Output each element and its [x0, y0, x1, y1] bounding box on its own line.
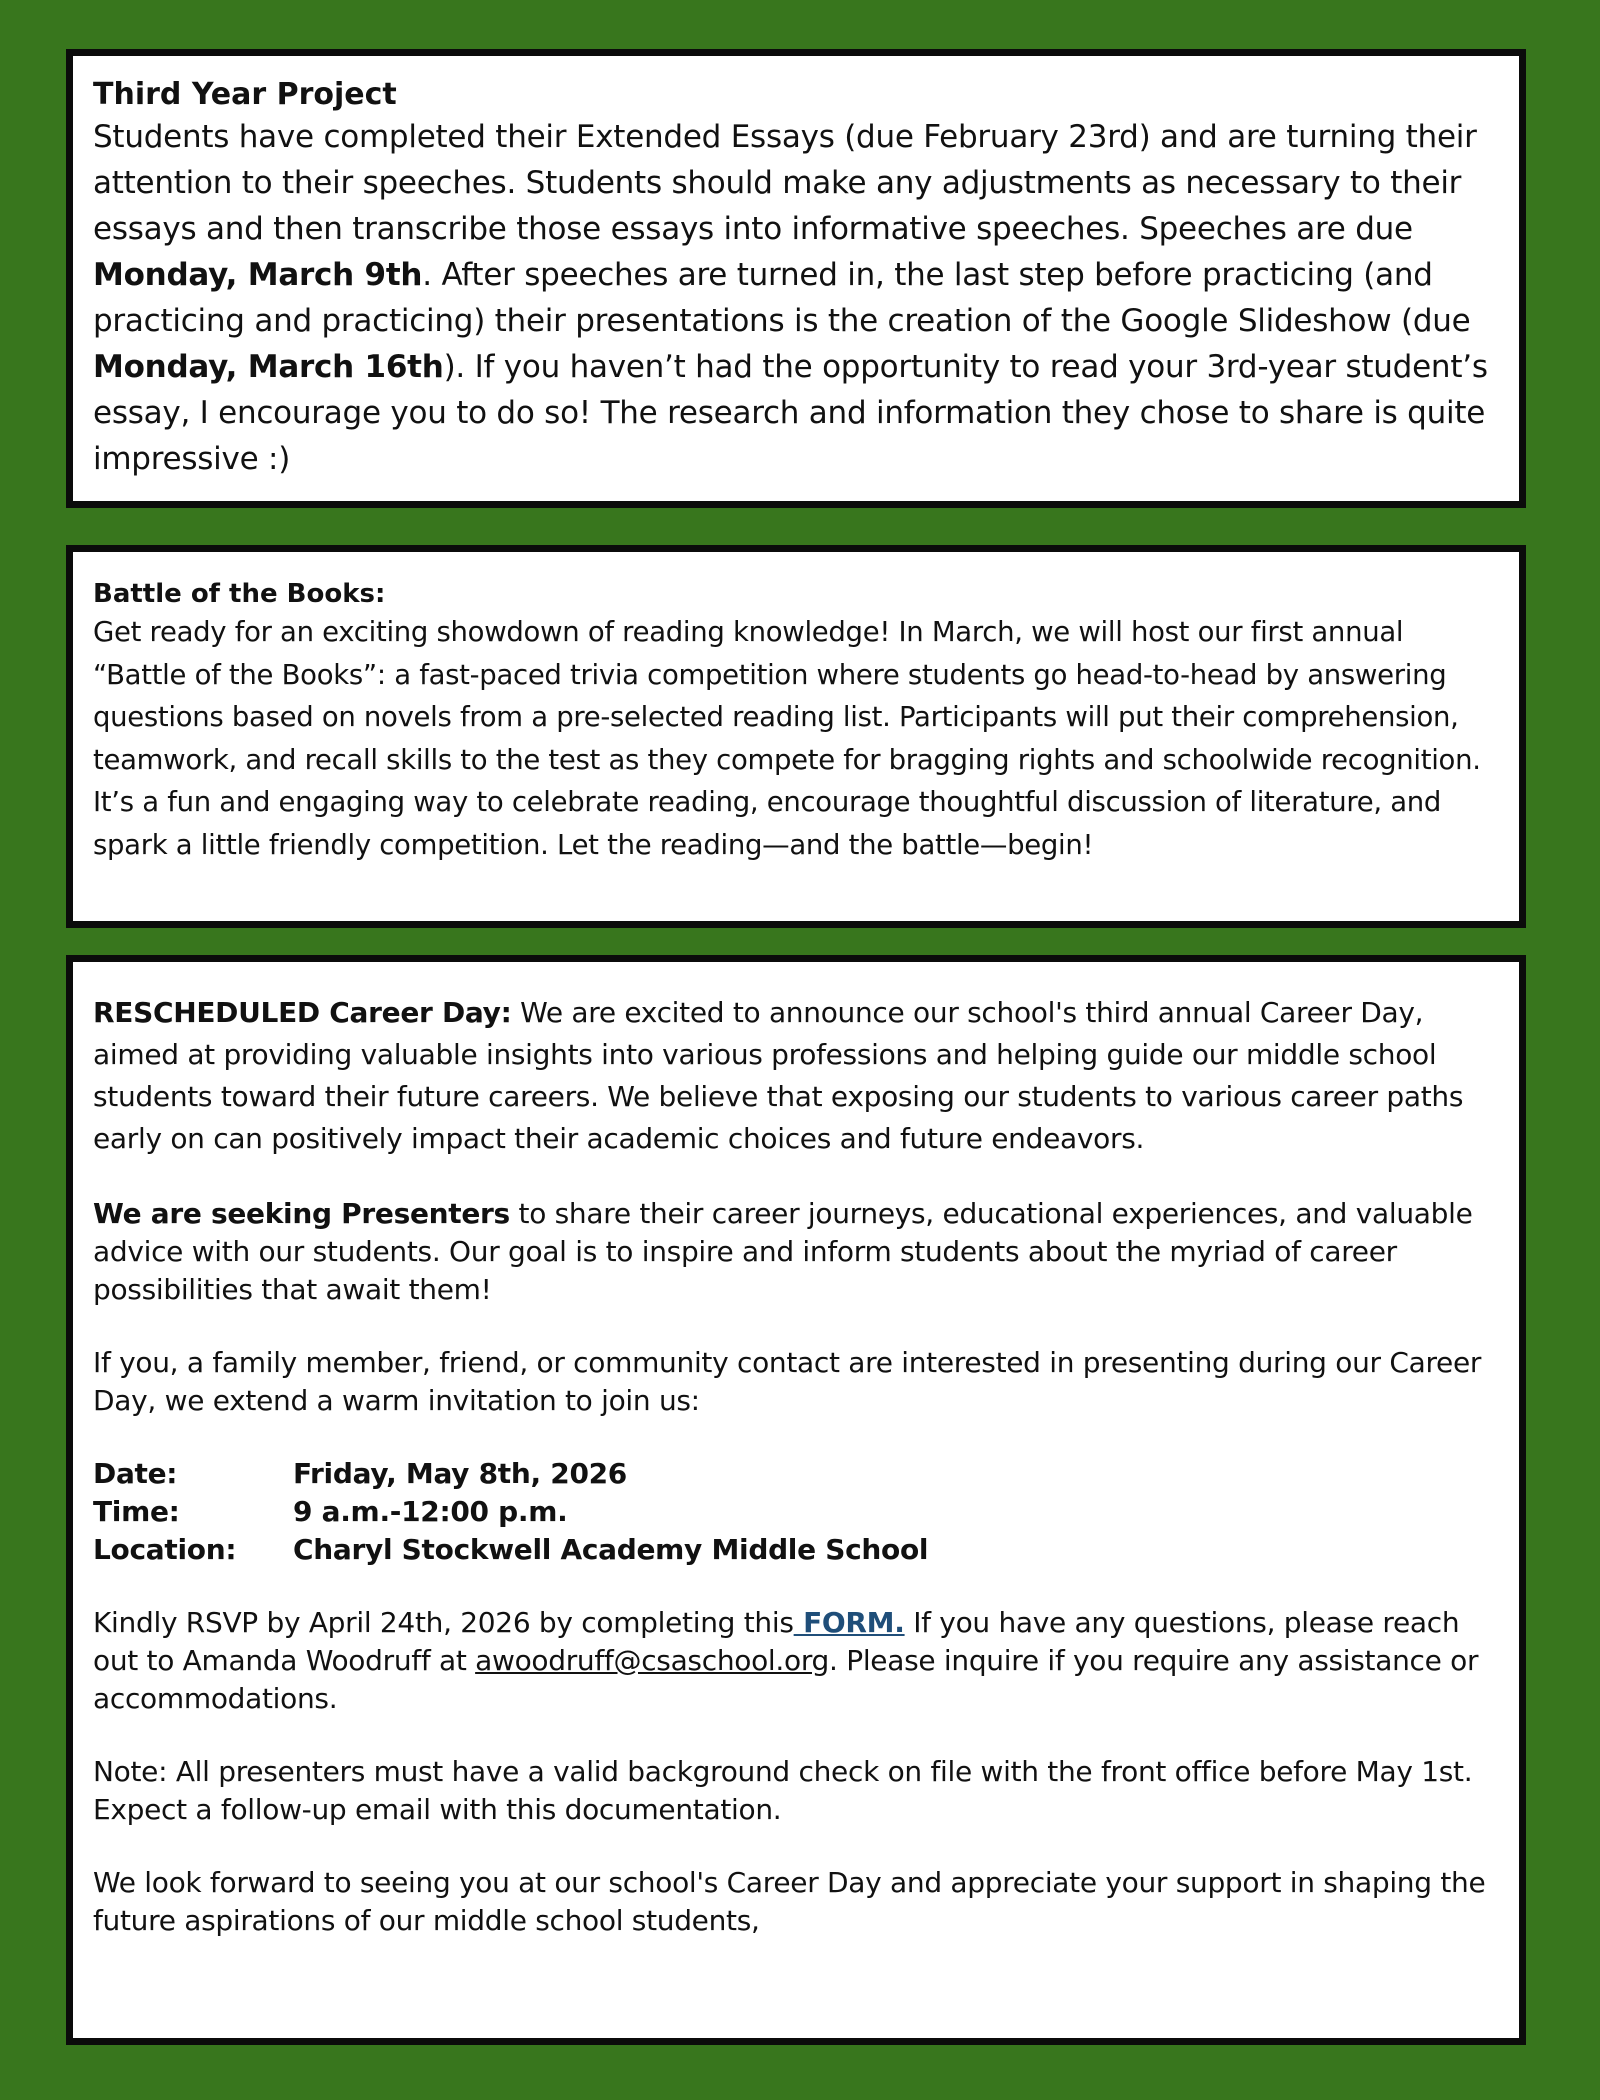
- rsvp-text-pre: Kindly RSVP by April 24th, 2026 by completing this: [93, 1606, 794, 1639]
- third-year-project-title: Third Year Project: [93, 77, 397, 112]
- closing-paragraph: We look forward to seeing you at our school's Career Day and appreciate your support in shaping the future aspirations of our middle school students,: [93, 1866, 1486, 1937]
- rsvp-text-post: . Please inquire if you require any assistance or accommodations.: [93, 1644, 1479, 1715]
- third-year-project-text: [93, 114, 1497, 482]
- career-day-panel: [66, 955, 1526, 2045]
- event-time-value: 9 a.m.-12:00 p.m.: [293, 1495, 568, 1528]
- event-location-label: Location:: [93, 1533, 237, 1566]
- seeking-presenters-heading: We are seeking Presenters: [93, 1197, 510, 1230]
- event-date-value: Friday, May 8th, 2026: [293, 1457, 627, 1490]
- third-year-text-part-1: Students have completed their Extended Essays (due February 23rd) and are turning their attention to their speeches. Students should make any adjustments as necessary to their essays and then transcribe those essays into informative speeches. Speeches are due: [93, 119, 1477, 247]
- event-details: [93, 1455, 1497, 1569]
- rsvp-paragraph: [93, 1604, 1497, 1718]
- event-time-row: [93, 1493, 1497, 1531]
- event-date-row: [93, 1455, 1497, 1493]
- background-check-note: Note: All presenters must have a valid background check on file with the front office before May 1st. Expect a follow-up email with this documentation.: [93, 1755, 1473, 1826]
- battle-of-books-panel: [66, 545, 1526, 928]
- rsvp-form-link[interactable]: FORM.: [793, 1606, 905, 1639]
- third-year-text-part-3: ). If you haven’t had the opportunity to read your 3rd-year student’s essay, I encourage you to do so! The research and information they chose to share is quite impressive :): [93, 349, 1488, 477]
- invitation-paragraph: If you, a family member, friend, or community contact are interested in presenting during our Career Day, we extend a warm invitation to join us:: [93, 1346, 1482, 1417]
- career-day-title: RESCHEDULED Career Day:: [93, 996, 512, 1029]
- career-day-intro: [93, 992, 1497, 1160]
- contact-email-link[interactable]: awoodruff@csaschool.org: [475, 1644, 830, 1677]
- rsvp-text-mid: If you have any questions, please reach out to Amanda Woodruff at: [93, 1606, 1460, 1677]
- battle-of-books-text: Get ready for an exciting showdown of reading knowledge! In March, we will host our first annual “Battle of the Books”: a fast-paced trivia competition where students go head-to-head by answering questions based on novels from a pre-selected reading list. Participants will put their comprehension, teamwork, and recall skills to the test as they compete for bragging rights and schoolwide recognition. It’s a fun and engaging way to celebrate reading, encourage thoughtful discussion of literature, and spark a little friendly competition. Let the reading—and the battle—begin!: [93, 616, 1481, 861]
- battle-of-books-title: Battle of the Books:: [93, 579, 386, 609]
- third-year-text-part-2: . After speeches are turned in, the last step before practicing (and practicing and practicing) their presentations is the creation of the Google Slideshow (due: [93, 257, 1471, 339]
- event-date-label: Date:: [93, 1457, 178, 1490]
- presenters-paragraph: [93, 1195, 1497, 1309]
- event-location-row: [93, 1531, 1497, 1569]
- seeking-presenters-text: to share their career journeys, educational experiences, and valuable advice with our students. Our goal is to inspire and inform students about the myriad of career possibilities that await them!: [93, 1197, 1473, 1306]
- slideshow-due-date: Monday, March 16th: [93, 349, 444, 385]
- speech-due-date: Monday, March 9th: [93, 257, 423, 293]
- event-location-value: Charyl Stockwell Academy Middle School: [293, 1533, 929, 1566]
- event-time-label: Time:: [93, 1495, 180, 1528]
- third-year-project-panel: [66, 49, 1526, 508]
- career-day-intro-text: We are excited to announce our school's third annual Career Day, aimed at providing valuable insights into various professions and helping guide our middle school students toward their future careers. We believe that exposing our students to various career paths early on can positively impact their academic choices and future endeavors.: [93, 996, 1464, 1155]
